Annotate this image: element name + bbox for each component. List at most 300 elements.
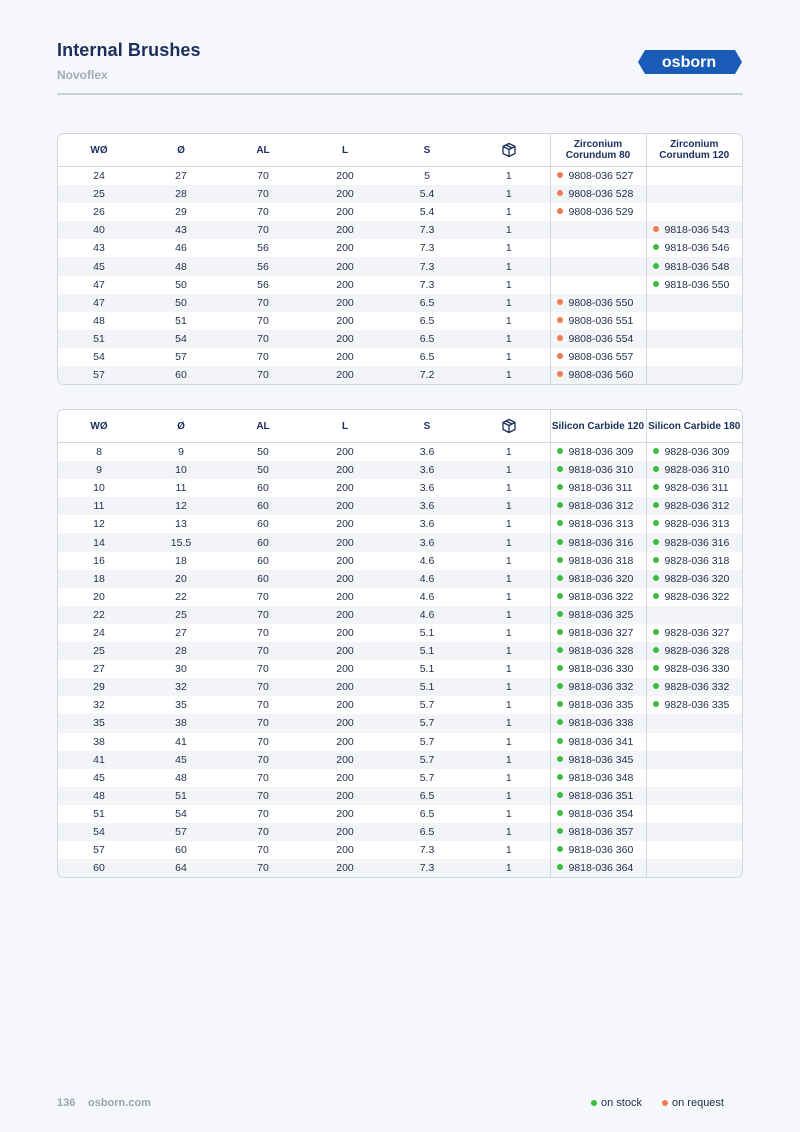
diameter-cell: 11 (175, 482, 187, 495)
product-code: 9818-036 316 (568, 536, 634, 549)
product-code-cell (550, 257, 646, 275)
stock-dot-icon (653, 466, 659, 472)
diameter-cell: 27 (175, 170, 187, 183)
product-code-cell (646, 570, 742, 588)
table-row (58, 588, 742, 606)
request-dot-icon (557, 335, 563, 341)
product-code: 9818-036 328 (568, 645, 634, 658)
al-cell: 70 (257, 807, 269, 820)
table-header-row (58, 134, 742, 167)
stock-dot-icon (653, 520, 659, 526)
table-row (58, 769, 742, 787)
diameter-cell: 32 (140, 678, 222, 696)
al-cell: 60 (257, 518, 269, 531)
length-cell: 200 (304, 533, 386, 551)
s-cell: 5.1 (386, 678, 468, 696)
table-row (58, 823, 742, 841)
legend-on-request (662, 1097, 724, 1109)
length-cell: 200 (304, 185, 386, 203)
product-code-cell (550, 203, 646, 221)
stock-dot-icon (557, 520, 563, 526)
product-code-cell (646, 497, 742, 515)
product-code: 9828-036 320 (664, 572, 730, 585)
stock-dot-icon (653, 539, 659, 545)
wo-cell: 32 (93, 699, 105, 712)
s-cell: 5.7 (386, 751, 468, 769)
product-code: 9818-036 327 (568, 626, 634, 639)
s-cell: 6.5 (386, 330, 468, 348)
table-silicon-carbide (57, 409, 743, 878)
product-code-cell (646, 841, 742, 859)
package-icon (468, 134, 550, 167)
length-cell: 200 (304, 823, 386, 841)
product-code-cell (646, 203, 742, 221)
stock-dot-icon (653, 263, 659, 269)
package-qty-cell: 1 (505, 807, 512, 820)
product-code-cell (646, 660, 742, 678)
stock-dot-icon (557, 593, 563, 599)
stock-dot-icon (557, 738, 563, 744)
product-code-cell (646, 330, 742, 348)
s-cell: 7.3 (419, 844, 435, 857)
wo-cell: 41 (58, 751, 140, 769)
product-code-cell (550, 823, 646, 841)
request-dot-icon (557, 172, 563, 178)
al-cell: 60 (222, 533, 304, 551)
product-code: 9818-036 332 (568, 681, 634, 694)
length-cell: 200 (336, 590, 354, 603)
product-code-cell (646, 678, 742, 696)
s-cell: 7.3 (419, 242, 435, 255)
s-cell: 4.6 (419, 554, 435, 567)
product-code: 9818-036 330 (568, 663, 634, 676)
package-qty-cell: 1 (505, 844, 512, 857)
stock-dot-icon (653, 557, 659, 563)
product-code-cell (646, 257, 742, 275)
product-code-cell (550, 276, 646, 294)
product-code-cell (646, 859, 742, 877)
package-qty-cell: 1 (505, 242, 512, 255)
table-row (58, 257, 742, 275)
table-row (58, 515, 742, 533)
al-cell: 56 (257, 242, 269, 255)
package-qty-cell: 1 (468, 330, 550, 348)
product-code-cell (646, 185, 742, 203)
diameter-cell: 64 (140, 859, 222, 877)
product-code-cell (550, 787, 646, 805)
table-row (58, 276, 742, 294)
product-code: 9828-036 328 (664, 645, 730, 658)
length-cell: 200 (336, 663, 354, 676)
package-qty-cell: 1 (468, 642, 550, 660)
product-code-cell (550, 312, 646, 330)
product-code-cell (646, 366, 742, 384)
diameter-cell: 25 (140, 606, 222, 624)
stock-dot-icon (557, 719, 563, 725)
s-cell: 7.3 (386, 859, 468, 877)
product-code: 9818-036 309 (568, 446, 634, 459)
col-header-product: Silicon Carbide 180 (646, 410, 742, 443)
s-cell: 5.7 (419, 771, 435, 784)
page-subtitle: Novoflex (57, 68, 108, 82)
al-cell: 70 (222, 714, 304, 732)
s-cell: 6.5 (386, 294, 468, 312)
product-code: 9828-036 335 (664, 699, 730, 712)
col-header-product: Zirconium Corundum 120 (646, 134, 742, 167)
s-cell: 7.3 (386, 257, 468, 275)
product-code: 9828-036 322 (664, 590, 730, 603)
length-cell: 200 (336, 350, 354, 363)
product-code: 9828-036 332 (664, 681, 730, 694)
col-header-s: S (386, 134, 468, 167)
product-code: 9808-036 550 (568, 296, 634, 309)
diameter-cell: 54 (175, 807, 187, 820)
table-row (58, 239, 742, 257)
product-code: 9818-036 351 (568, 789, 634, 802)
stock-dot-icon (557, 683, 563, 689)
diameter-cell: 54 (140, 330, 222, 348)
product-code-cell (550, 461, 646, 479)
table-row (58, 624, 742, 642)
stock-dot-icon (557, 792, 563, 798)
stock-dot-icon (653, 244, 659, 250)
product-code-cell (550, 678, 646, 696)
product-code-cell (550, 805, 646, 823)
al-cell: 70 (222, 294, 304, 312)
wo-cell: 25 (58, 642, 140, 660)
product-code-cell (646, 642, 742, 660)
product-code-cell (550, 751, 646, 769)
al-cell: 60 (222, 497, 304, 515)
length-cell: 200 (336, 771, 354, 784)
product-code-cell (550, 642, 646, 660)
product-code: 9828-036 309 (664, 446, 730, 459)
al-cell: 70 (257, 771, 269, 784)
product-code: 9818-036 338 (568, 717, 634, 730)
al-cell: 70 (257, 735, 269, 748)
s-cell: 3.6 (386, 461, 468, 479)
al-cell: 70 (222, 221, 304, 239)
package-qty-cell: 1 (468, 859, 550, 877)
product-code-cell (646, 805, 742, 823)
product-code-cell (550, 479, 646, 497)
wo-cell: 60 (58, 859, 140, 877)
page-number: 136 (57, 1097, 76, 1109)
product-code-cell (550, 696, 646, 714)
wo-cell: 54 (93, 350, 105, 363)
package-qty-cell: 1 (468, 787, 550, 805)
diameter-cell: 60 (140, 366, 222, 384)
al-cell: 70 (257, 626, 269, 639)
product-code-cell (646, 443, 742, 462)
product-code-cell (646, 733, 742, 751)
product-code-cell (550, 515, 646, 533)
product-code: 9828-036 318 (664, 554, 730, 567)
length-cell: 200 (304, 570, 386, 588)
product-code-cell (646, 239, 742, 257)
s-cell: 4.6 (419, 590, 435, 603)
table-row (58, 570, 742, 588)
length-cell: 200 (304, 859, 386, 877)
wo-cell: 16 (93, 554, 105, 567)
product-code-cell (646, 696, 742, 714)
length-cell: 200 (304, 678, 386, 696)
al-cell: 70 (222, 185, 304, 203)
product-code: 9818-036 364 (568, 862, 634, 875)
wo-cell: 48 (58, 787, 140, 805)
al-cell: 70 (222, 606, 304, 624)
package-qty-cell: 1 (468, 570, 550, 588)
s-cell: 3.6 (419, 518, 435, 531)
al-cell: 60 (257, 554, 269, 567)
diameter-cell: 29 (175, 206, 187, 219)
stock-dot-icon (557, 611, 563, 617)
wo-cell: 51 (93, 807, 105, 820)
table-row (58, 443, 742, 462)
product-code: 9818-036 546 (664, 242, 730, 255)
length-cell: 200 (304, 787, 386, 805)
product-code-cell (646, 461, 742, 479)
s-cell: 3.6 (386, 533, 468, 551)
package-qty-cell: 1 (468, 366, 550, 384)
wo-cell: 48 (93, 314, 105, 327)
wo-cell: 24 (93, 170, 105, 183)
product-code-cell (646, 823, 742, 841)
product-code-cell (646, 552, 742, 570)
legend-on-stock (591, 1097, 642, 1109)
wo-cell: 45 (58, 257, 140, 275)
wo-cell: 35 (58, 714, 140, 732)
s-cell: 5.4 (419, 206, 435, 219)
al-cell: 56 (257, 278, 269, 291)
product-code-cell (550, 294, 646, 312)
diameter-cell: 50 (140, 294, 222, 312)
s-cell: 5.7 (419, 735, 435, 748)
col-header-al: AL (222, 410, 304, 443)
wo-cell: 57 (93, 844, 105, 857)
al-cell: 70 (222, 787, 304, 805)
diameter-cell: 28 (140, 642, 222, 660)
col-header-wo: WØ (58, 134, 140, 167)
stock-dot-icon (591, 1100, 597, 1106)
product-code-cell (550, 239, 646, 257)
diameter-cell: 57 (175, 350, 187, 363)
col-header-diameter: Ø (140, 134, 222, 167)
product-code-cell (646, 312, 742, 330)
s-cell: 5.7 (419, 699, 435, 712)
legend-label: on request (672, 1097, 724, 1109)
stock-dot-icon (557, 575, 563, 581)
product-code: 9828-036 311 (664, 482, 729, 495)
package-qty-cell: 1 (468, 678, 550, 696)
table-row (58, 312, 742, 330)
product-code: 9818-036 312 (568, 500, 634, 513)
al-cell: 60 (257, 482, 269, 495)
stock-dot-icon (557, 846, 563, 852)
product-code-cell (550, 167, 646, 186)
table-row (58, 185, 742, 203)
diameter-cell: 51 (175, 314, 187, 327)
product-code: 9828-036 327 (664, 626, 730, 639)
product-code: 9818-036 548 (664, 260, 730, 273)
product-code: 9808-036 557 (568, 350, 634, 363)
col-header-length: L (304, 134, 386, 167)
product-code-cell (550, 606, 646, 624)
package-qty-cell: 1 (468, 606, 550, 624)
table-row (58, 552, 742, 570)
length-cell: 200 (304, 221, 386, 239)
s-cell: 5 (424, 170, 430, 183)
wo-cell: 22 (58, 606, 140, 624)
product-code-cell (646, 294, 742, 312)
product-code: 9818-036 325 (568, 608, 634, 621)
osborn-logo (637, 48, 743, 76)
s-cell: 5.4 (386, 185, 468, 203)
package-qty-cell: 1 (505, 278, 512, 291)
request-dot-icon (557, 317, 563, 323)
al-cell: 70 (222, 823, 304, 841)
package-qty-cell: 1 (505, 170, 512, 183)
wo-cell: 57 (58, 366, 140, 384)
al-cell: 70 (222, 642, 304, 660)
stock-dot-icon (653, 647, 659, 653)
product-code-cell (550, 443, 646, 462)
s-cell: 3.6 (419, 446, 435, 459)
product-code-cell (550, 330, 646, 348)
product-code-cell (550, 859, 646, 877)
wo-cell: 51 (58, 330, 140, 348)
length-cell: 200 (336, 807, 354, 820)
product-code-cell (550, 570, 646, 588)
product-code: 9828-036 310 (664, 464, 730, 477)
product-code: 9818-036 320 (568, 572, 634, 585)
product-code-cell (550, 714, 646, 732)
package-qty-cell: 1 (505, 699, 512, 712)
table-row (58, 203, 742, 221)
length-cell: 200 (304, 461, 386, 479)
diameter-cell: 30 (175, 663, 187, 676)
length-cell: 200 (336, 170, 354, 183)
al-cell: 56 (222, 257, 304, 275)
stock-dot-icon (653, 701, 659, 707)
s-cell: 5.1 (386, 642, 468, 660)
package-qty-cell: 1 (505, 735, 512, 748)
diameter-cell: 60 (175, 844, 187, 857)
table-row (58, 461, 742, 479)
package-qty-cell: 1 (468, 533, 550, 551)
al-cell: 70 (257, 170, 269, 183)
diameter-cell: 18 (175, 554, 187, 567)
request-dot-icon (653, 226, 659, 232)
table-row (58, 642, 742, 660)
product-code: 9818-036 313 (568, 518, 634, 531)
stock-dot-icon (653, 502, 659, 508)
package-qty-cell: 1 (468, 751, 550, 769)
length-cell: 200 (304, 751, 386, 769)
product-code: 9808-036 551 (568, 314, 634, 327)
wo-cell: 38 (93, 735, 105, 748)
wo-cell: 43 (93, 242, 105, 255)
stock-dot-icon (653, 575, 659, 581)
table-row (58, 366, 742, 384)
diameter-cell: 57 (140, 823, 222, 841)
length-cell: 200 (304, 330, 386, 348)
diameter-cell: 48 (140, 257, 222, 275)
s-cell: 5.1 (419, 626, 435, 639)
length-cell: 200 (336, 844, 354, 857)
s-cell: 6.5 (419, 314, 435, 327)
s-cell: 6.5 (386, 823, 468, 841)
diameter-cell: 22 (175, 590, 187, 603)
stock-dot-icon (557, 647, 563, 653)
table-header-row (58, 410, 742, 443)
table-row (58, 660, 742, 678)
table-row (58, 696, 742, 714)
table-row (58, 714, 742, 732)
diameter-cell: 51 (140, 787, 222, 805)
diameter-cell: 9 (178, 446, 184, 459)
diameter-cell: 50 (175, 278, 187, 291)
product-code: 9818-036 360 (568, 844, 634, 857)
package-qty-cell: 1 (505, 350, 512, 363)
length-cell: 200 (336, 206, 354, 219)
product-code: 9828-036 316 (664, 536, 730, 549)
stock-dot-icon (557, 484, 563, 490)
table-row (58, 348, 742, 366)
product-code: 9828-036 312 (664, 500, 730, 513)
stock-dot-icon (557, 701, 563, 707)
package-qty-cell: 1 (505, 314, 512, 327)
wo-cell: 47 (58, 294, 140, 312)
package-qty-cell: 1 (468, 461, 550, 479)
page-title: Internal Brushes (57, 40, 201, 60)
footer-site-link[interactable]: osborn.com (88, 1097, 151, 1109)
s-cell: 3.6 (419, 482, 435, 495)
product-code-cell (550, 348, 646, 366)
stock-dot-icon (557, 810, 563, 816)
s-cell: 3.6 (386, 497, 468, 515)
wo-cell: 40 (58, 221, 140, 239)
product-code-cell (646, 787, 742, 805)
table-row (58, 497, 742, 515)
diameter-cell: 15.5 (140, 533, 222, 551)
al-cell: 70 (257, 699, 269, 712)
package-qty-cell: 1 (505, 771, 512, 784)
wo-cell: 10 (93, 482, 105, 495)
request-dot-icon (557, 371, 563, 377)
package-qty-cell: 1 (505, 518, 512, 531)
al-cell: 70 (257, 206, 269, 219)
package-qty-cell: 1 (505, 206, 512, 219)
col-header-diameter: Ø (140, 410, 222, 443)
s-cell: 7.3 (386, 221, 468, 239)
product-code-cell (646, 221, 742, 239)
product-code: 9818-036 341 (568, 735, 634, 748)
package-qty-cell: 1 (505, 482, 512, 495)
product-code: 9818-036 335 (568, 699, 634, 712)
wo-cell: 25 (58, 185, 140, 203)
length-cell: 200 (336, 314, 354, 327)
svg-text:osborn: osborn (661, 54, 717, 71)
diameter-cell: 28 (140, 185, 222, 203)
stock-dot-icon (557, 629, 563, 635)
length-cell: 200 (336, 278, 354, 291)
table-row (58, 330, 742, 348)
al-cell: 70 (257, 844, 269, 857)
table-row (58, 294, 742, 312)
table-row (58, 751, 742, 769)
product-code-cell (646, 167, 742, 186)
